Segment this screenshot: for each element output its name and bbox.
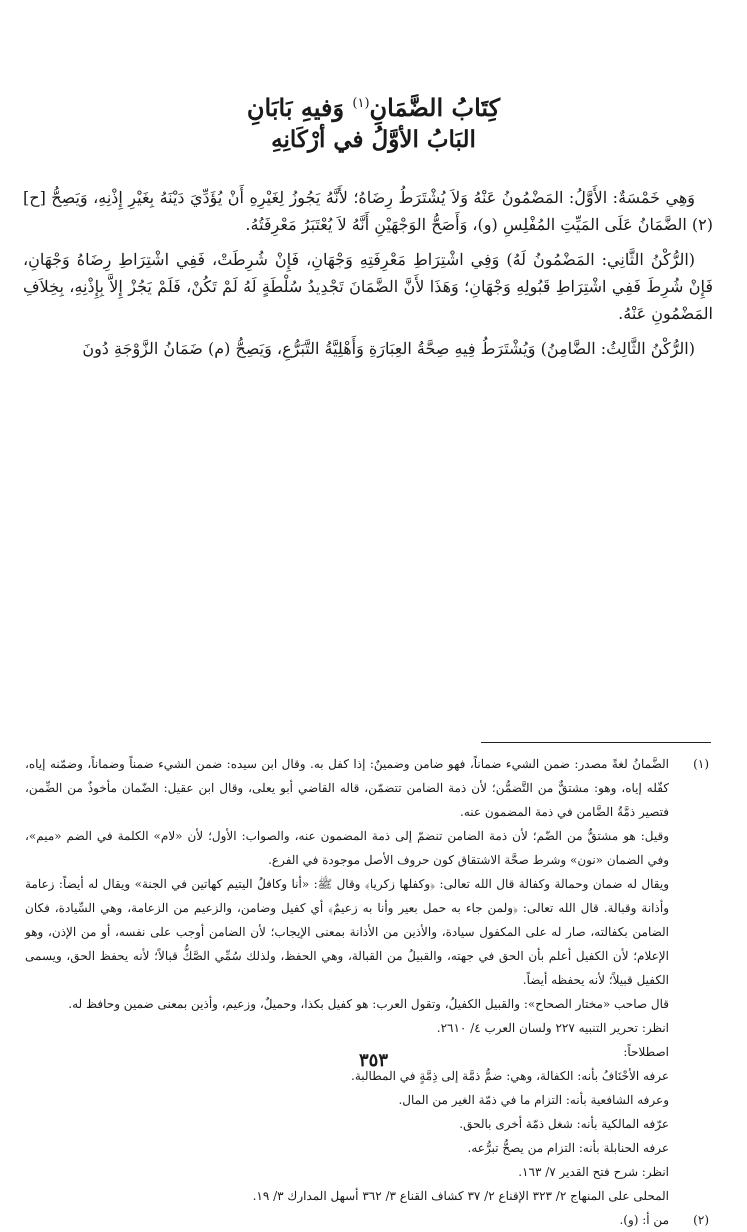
book-title-text: كِتَابُ الضَّمَانِ xyxy=(369,93,501,122)
book-title xyxy=(0,88,747,124)
footnote-line: المحلى على المنهاج ٢/ ٣٢٣ الإقناع ٢/ ٣٧ كشاف القناع ٣/ ٣٦٢ أسهل المدارك ٣/ ١٩. xyxy=(252,1189,669,1203)
footnote-line: ويقال له ضمان وحمالة وكفالة قال الله تعالى: ﴿وكفلها زكريا﴾ وقال ﷺ: «أنا وكافلُ اليتيم كهاتين في الجنة» ويقال له أيضاً: زعامة وأذانة وقبالة. قال الله تعالى: ﴿ولمن جاء به حمل بعير وأنا به زعيمٌ﴾ أي كفيل وضامن، والزعيم من الزعامة، وهي السِّيادة، فكان الضامن بكفالته، صار له على المكفول سيادة، والأذين من الأذانة بمعنى الإيجاب؛ لأن الضامن أوجب على نفسه، أو من الإذن، وهو الإعلام؛ لأن الكفيل أعلم بأن الحق في جهته، والقبيلُ من القبالة، وهي الحفظ، ولذلك سُمِّي الصَّكُّ قبالاً؛ لأنه يحفظ الحق، ويسمى الكفيل قبيلاً؛ لأنه يحفظه أيضاً. xyxy=(25,877,669,987)
footnote-line: وعرفه الشافعية بأنه: التزام ما في ذمّة الغير من المال. xyxy=(398,1093,669,1107)
footnote-body xyxy=(25,752,669,1208)
book-title-footnote-ref[interactable]: (١) xyxy=(352,96,370,111)
main-paragraph-3: (الرُّكْنُ الثَّالِثُ: الضَّامِنُ) وَيُشْتَرَطُ فِيهِ صِحَّةُ العِبَارَةِ وَأَهْلِيَّةُ التَّبَرُّعِ، وَيَصِحُّ (م) ضَمَانُ الزَّوْجَةِ دُونَ xyxy=(82,339,695,358)
footnote-number: (٢) xyxy=(693,1213,709,1227)
footnote-line: من أ: (و). xyxy=(619,1213,669,1227)
footnote-1 xyxy=(25,752,713,1208)
footnote-body xyxy=(25,1208,669,1232)
footnote-line: اصطلاحاً: xyxy=(623,1045,669,1059)
footnote-line: انظر: تحرير التنبيه ٢٢٧ ولسان العرب ٤/ ٢٦١٠. xyxy=(436,1021,669,1035)
footnote-line: الضَّمانُ لغةً مصدر: ضمن الشيء ضماناً، فهو ضامن وضمينٌ: إذا كفل به. وقال ابن سيده: ضمن الشيء ضمناً وضماناً، وضمّنه إياه، كفّله إياه، وهو: مشتقٌّ من التَّضمُّن؛ لأن ذمة الضامن تتضمّن، قاله القاضي أبو يعلى، وقال ابن عقيل: الضّمان مأخوذٌ من الضِّمن، فتصير ذمَّةُ الضَّامن في ذمة المضمون عنه. xyxy=(25,757,669,819)
page-number: ٣٥٣ xyxy=(358,1050,388,1071)
footnote-number: (١) xyxy=(693,757,709,771)
main-paragraph-2: (الرُّكْنُ الثَّانِي: المَضْمُونُ لَهُ) وَفِي اشْتِرَاطِ مَعْرِفَتِهِ وَجْهَانِ، فَإِنْ شُرِطَتْ، فَفِي اشْتِرَاطِ رِضَاهُ وَجْهَانِ، فَإِنْ شُرِطَ فَفِي اشْتِرَاطِ قَبُولِهِ وَجْهَانِ؛ وَهَذَا لأَنَّ الضَّمَانَ تَجْدِيدُ سُلْطَةٍ لَهُ لَمْ تَكُنْ، فَلَمْ يَجُزْ إِلاَّ بِإِذْنِهِ، بِخِلاَفِ المَضْمُونِ عَنْهُ. xyxy=(23,250,713,323)
main-paragraph-1: وَهِي خَمْسَةٌ: الأَوَّلُ: المَضْمُونُ عَنْهُ وَلاَ يُشْتَرَطُ رِضَاهُ؛ لأَنَّهُ يَجُوزُ لِغَيْرِهِ أَنْ يُؤَدِّيَ دَيْنَهُ بِغَيْرِ إِذْنِهِ، وَيَصِحُّ [ح](٢) الضَّمَانُ عَلَى المَيِّتِ المُفْلِسِ (و)، وَأَصَحُّ الوَجْهَيْنِ أَنَّهُ لاَ يُعْتَبَرُ مَعْرِفَتُهُ. xyxy=(23,188,713,234)
footnotes xyxy=(25,752,713,1232)
footnote-line: قال صاحب «مختار الصحاح»: والقبيل الكفيلُ، وتقول العرب: هو كفيل بكذا، وحميلٌ، وزعيم، وأذين بمعنى ضمين وحافظ له. xyxy=(68,997,669,1011)
main-text xyxy=(23,184,713,370)
chapter-title: البَابُ الأوَّلُ في أرْكَانِهِ xyxy=(271,126,476,153)
footnote-line: عرّفه المالكية بأنه: شغل ذمّة أخرى بالحق. xyxy=(459,1117,669,1131)
footnote-line: عرفه الأحْنَافُ بأنه: الكفالة، وهي: ضمُّ ذمَّة إلى ذِمَّةٍ في المطالبة. xyxy=(351,1069,669,1083)
footnote-separator xyxy=(481,742,711,743)
book-title-suffix: وَفيهِ بَابَانِ xyxy=(246,93,345,122)
footnote-2 xyxy=(25,1208,713,1232)
footnote-line: عرفه الحنابلة بأنه: التزام من يصحُّ تبرُّعه. xyxy=(467,1141,669,1155)
footnote-line: وقيل: هو مشتقٌّ من الضّم؛ لأن ذمة الضامن تنضمّ إلى ذمة المضمون عنه، والصواب: الأول؛ لأن «لام» الكلمة في الضم «ميم»، وفي الضمان «نون» وشرط صحَّة الاشتقاق كون حروف الأصل موجودة في الفرع. xyxy=(25,829,669,867)
title-block xyxy=(0,88,747,156)
footnote-line: انظر: شرح فتح القدير ٧/ ١٦٣. xyxy=(518,1165,669,1179)
